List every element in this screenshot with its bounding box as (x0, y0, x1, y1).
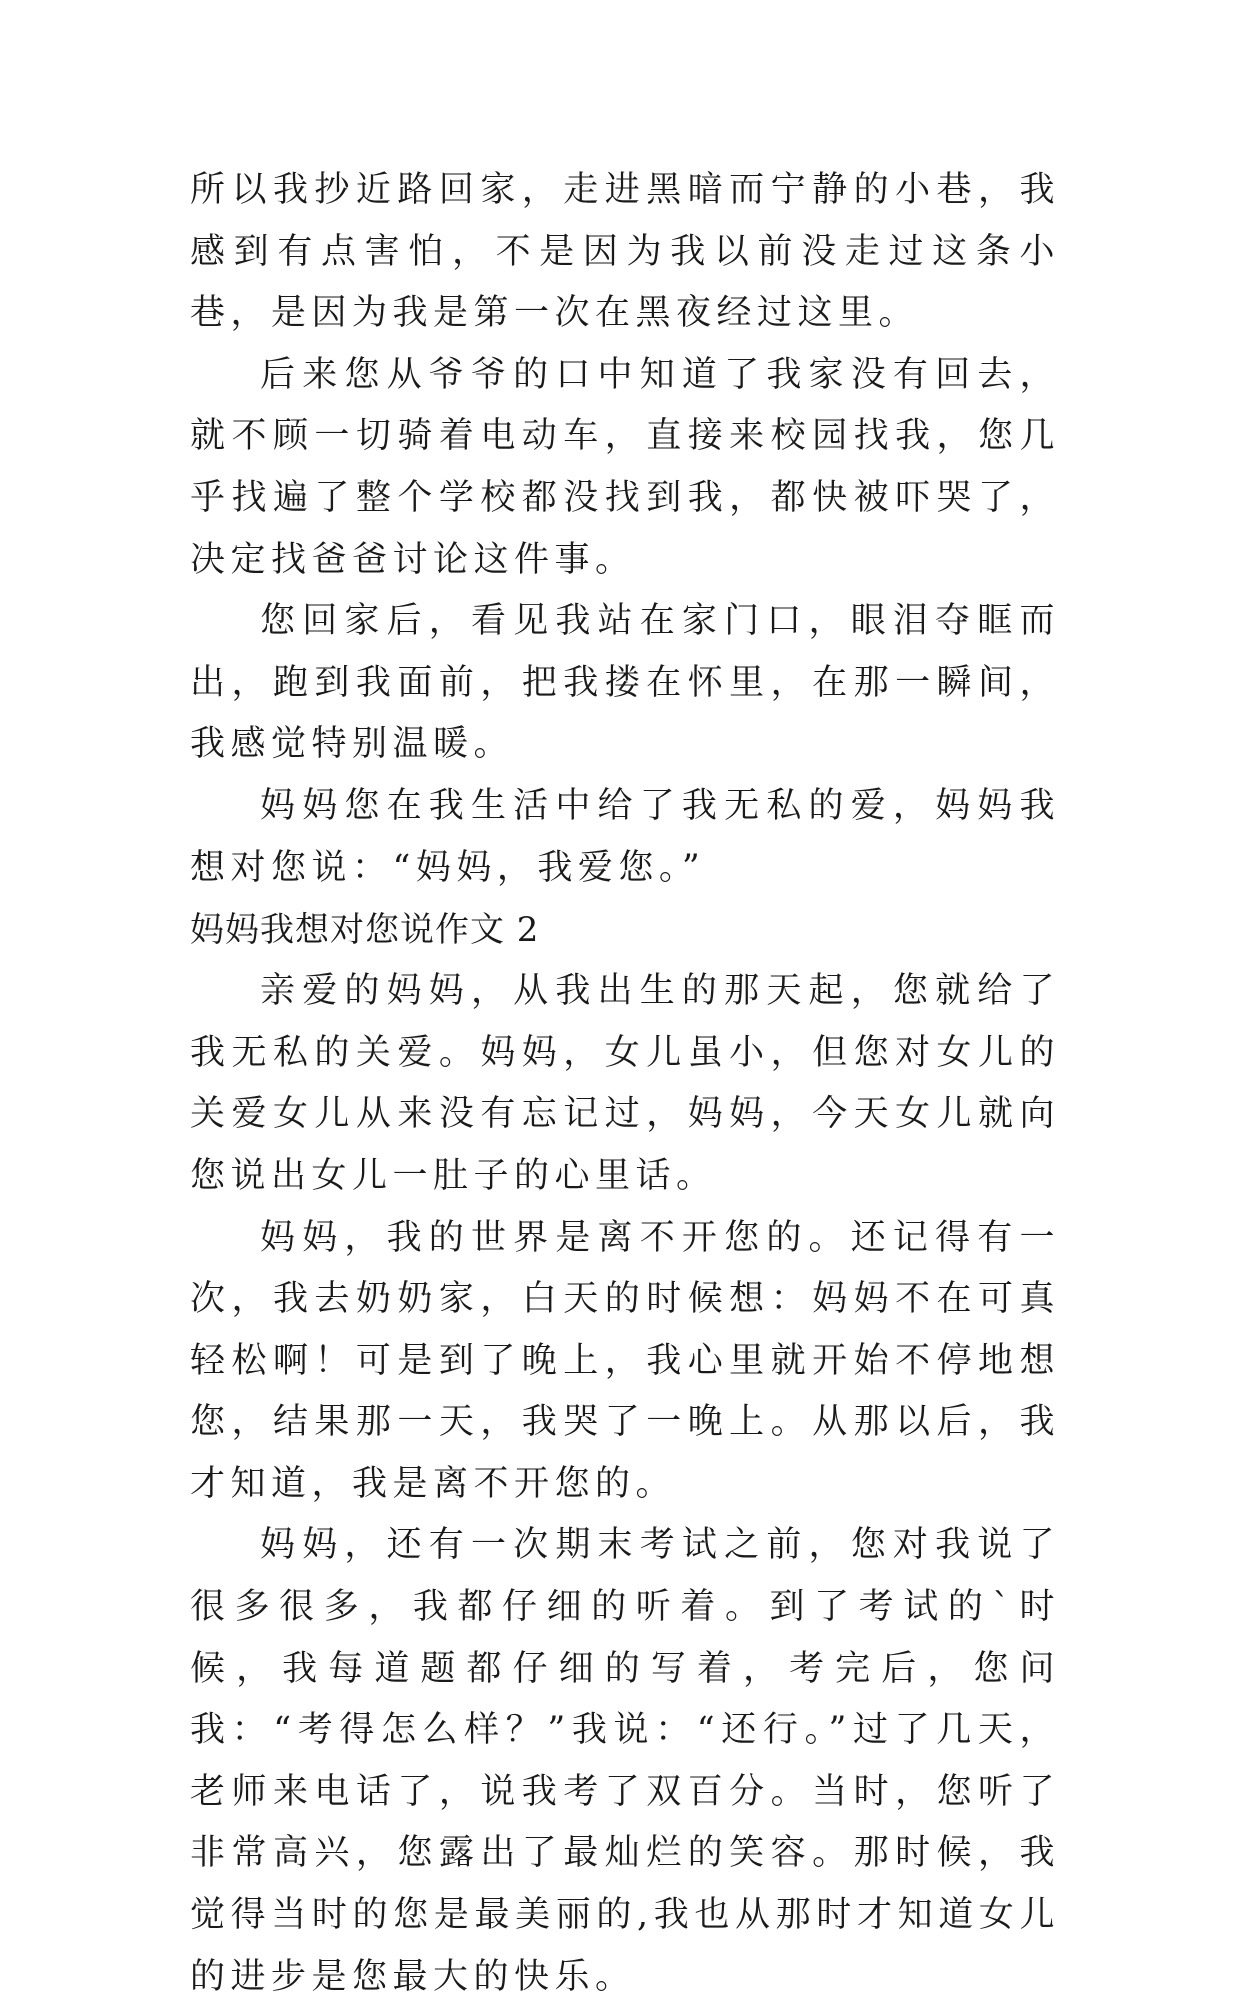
paragraph: 亲爱的妈妈，从我出生的那天起，您就给了我无私的关爱。妈妈，女儿虽小，但您对女儿的关爱女儿从来没有忘记过，妈妈，今天女儿就向您说出女儿一肚子的心里话。 (190, 971, 1060, 1196)
section-heading: 妈妈我想对您说作文 2 (190, 910, 540, 951)
paragraph: 后来您从爷爷的口中知道了我家没有回去，就不顾一切骑着电动车，直接来校园找我，您几乎找遍了整个学校都没找到我，都快被吓哭了，决定找爸爸讨论这件事。 (190, 354, 1060, 580)
paragraph: 您回家后，看见我站在家门口，眼泪夺眶而出，跑到我面前，把我搂在怀里，在那一瞬间，我感觉特别温暖。 (190, 601, 1060, 765)
paragraph: 妈妈，还有一次期末考试之前，您对我说了很多很多，我都仔细的听着。到了考试的`时候，我每道题都仔细的写着，考完后，您问我：“考得怎么样？”我说：“还行。”过了几天，老师来电话了，说我考了双百分。当时，您听了非常高兴，您露出了最灿烂的笑容。那时候，我觉得当时的您是最美丽的,我也从那时才知道女儿的进步是您最大的快乐。 (190, 1525, 1060, 1997)
paragraph: 所以我抄近路回家，走进黑暗而宁静的小巷，我感到有点害怕，不是因为我以前没走过这条小巷，是因为我是第一次在黑夜经过这里。 (190, 170, 1060, 334)
document-body (190, 160, 1060, 2008)
paragraph: 妈妈，我的世界是离不开您的。还记得有一次，我去奶奶家，白天的时候想：妈妈不在可真轻松啊！可是到了晚上，我心里就开始不停地想您，结果那一天，我哭了一晚上。从那以后，我才知道，我是离不开您的。 (190, 1217, 1060, 1504)
paragraph: 妈妈您在我生活中给了我无私的爱，妈妈我想对您说：“妈妈，我爱您。” (190, 785, 1060, 888)
